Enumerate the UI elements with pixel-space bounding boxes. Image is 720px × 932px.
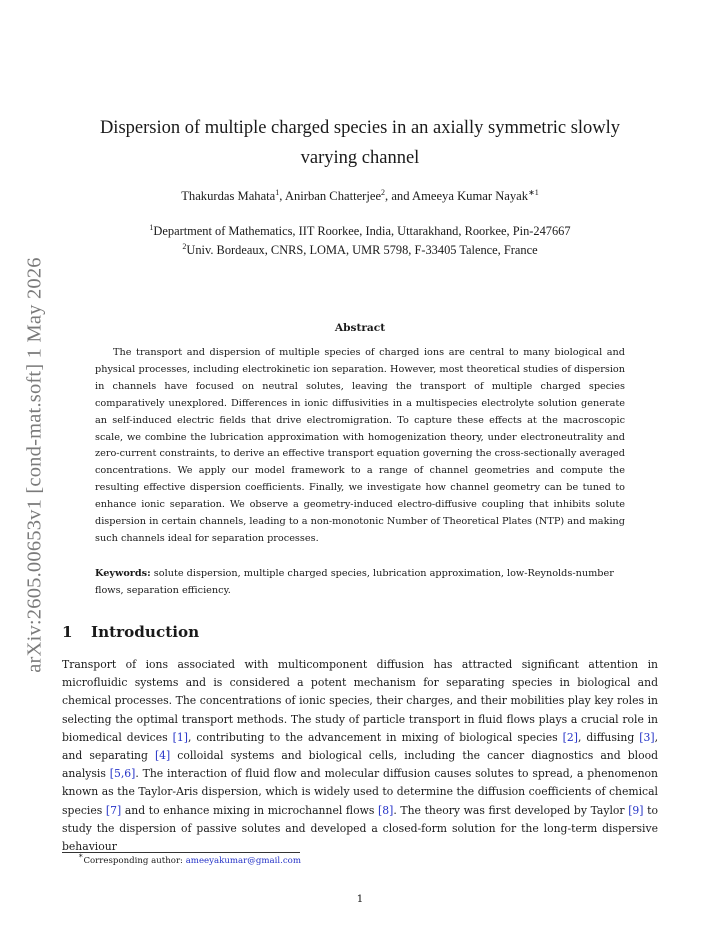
footnote — [78, 851, 301, 866]
footnote-label: Corresponding author: — [83, 856, 186, 866]
author-list — [62, 189, 658, 204]
arxiv-identifier: arXiv:2605.00653v1 [cond-mat.soft] 1 May 2026 — [23, 257, 46, 673]
author-1: Thakurdas Mahata — [181, 189, 276, 203]
intro-text: , and separating — [62, 730, 658, 763]
keywords-label: Keywords: — [95, 568, 151, 579]
keywords-text: solute dispersion, multiple charged species, lubrication approximation, low-Reynolds-number flows, separation efficiency. — [95, 568, 614, 596]
citation-link[interactable]: [5,6] — [109, 767, 136, 781]
affiliation-2-text: Univ. Bordeaux, CNRS, LOMA, UMR 5798, F-33405 Talence, France — [186, 243, 538, 257]
affiliation-1 — [62, 222, 658, 241]
citation-link[interactable]: [1] — [172, 730, 188, 744]
intro-text: to study the dispersion of passive solutes and developed a closed-form solution for the long-term dispersive behaviour — [62, 803, 658, 854]
abstract-text: The transport and dispersion of multiple species of charged ions are central to many biological and physical processes, including electrokinetic ion separation. However, most theoretical studies of dispersion in channels have focused on neutral solutes, leaving the transport of multiple charged species comparatively unexplored. Differences in ionic diffusivities in a multispecies electrolyte solution generate an self-induced electric fields that drive electromigration. To capture these effects at the macroscopic scale, we combine the lubrication approximation with homogenization theory, under electroneutrality and zero-current constraints, to derive an effective transport equation governing the cross-sectionally averaged concentrations. We apply our model framework to a range of channel geometries and compute the resulting effective dispersion coefficients. Finally, we investigate how channel geometry can be tuned to enhance ionic separation. We observe a geometry-induced electro-diffusive coupling that inhibits solute dispersion in certain channels, leading to a non-monotonic Number of Theoretical Plates (NTP) and making such channels ideal for separation processes. — [95, 347, 625, 544]
footnote-divider — [62, 852, 300, 853]
author-2: , Anirban Chatterjee — [279, 189, 382, 203]
citation-link[interactable]: [7] — [105, 803, 122, 817]
affiliation-2-mark: 2 — [182, 242, 187, 251]
abstract-heading: Abstract — [334, 322, 386, 334]
affiliation-2 — [62, 241, 658, 260]
citation-link[interactable]: [3] — [639, 730, 655, 744]
page-number: 1 — [356, 893, 364, 905]
citation-link[interactable]: [4] — [154, 749, 171, 763]
affiliation-1-text: Department of Mathematics, IIT Roorkee, India, Uttarakhand, Roorkee, Pin-247667 — [153, 224, 571, 238]
intro-text: colloidal systems and biological cells, including the cancer diagnostics and blood analysis — [62, 749, 658, 781]
author-2-mark: 2 — [381, 188, 386, 197]
section-title: Introduction — [91, 623, 200, 641]
intro-text: , diffusing — [577, 730, 640, 744]
paper-title — [62, 113, 658, 173]
introduction-paragraph — [62, 656, 658, 856]
section-number: 1 — [62, 623, 73, 641]
author-1-mark: 1 — [275, 188, 280, 197]
keywords — [95, 565, 625, 599]
intro-text: Transport of ions associated with multicomponent diffusion has attracted significant attention in microfluidic systems and is considered a potent mechanism for separating species in biological and chemical processes. The concentrations of ionic species, their charges, and their mobilities play key roles in selecting the optimal transport methods. The study of particle transport in fluid flows plays a crucial role in biomedical devices — [62, 658, 658, 744]
section-heading — [62, 623, 199, 641]
intro-text: and to enhance mixing in microchannel flows — [121, 803, 379, 817]
author-3: , and Ameeya Kumar Nayak — [385, 189, 529, 203]
title-line-2: varying channel — [300, 148, 420, 168]
citation-link[interactable]: [2] — [562, 730, 578, 744]
citation-link[interactable]: [9] — [628, 803, 644, 817]
affiliation-1-mark: 1 — [149, 223, 154, 232]
affiliations — [62, 222, 658, 260]
intro-text: . The theory was first developed by Taylor — [393, 803, 629, 817]
author-3-mark: ∗1 — [528, 188, 539, 197]
email-link[interactable]: ameeyakumar@gmail.com — [185, 856, 301, 866]
title-line-1: Dispersion of multiple charged species in an axially symmetric slowly — [99, 118, 621, 138]
intro-text: , contributing to the advancement in mixing of biological species — [187, 730, 563, 744]
intro-text: . The interaction of fluid flow and molecular diffusion causes solutes to spread, a phenomenon known as the Taylor-Aris dispersion, which is widely used to determine the diffusion coefficients of chemical species — [62, 767, 658, 817]
citation-link[interactable]: [8] — [378, 803, 394, 817]
footnote-mark: ∗ — [78, 851, 84, 860]
